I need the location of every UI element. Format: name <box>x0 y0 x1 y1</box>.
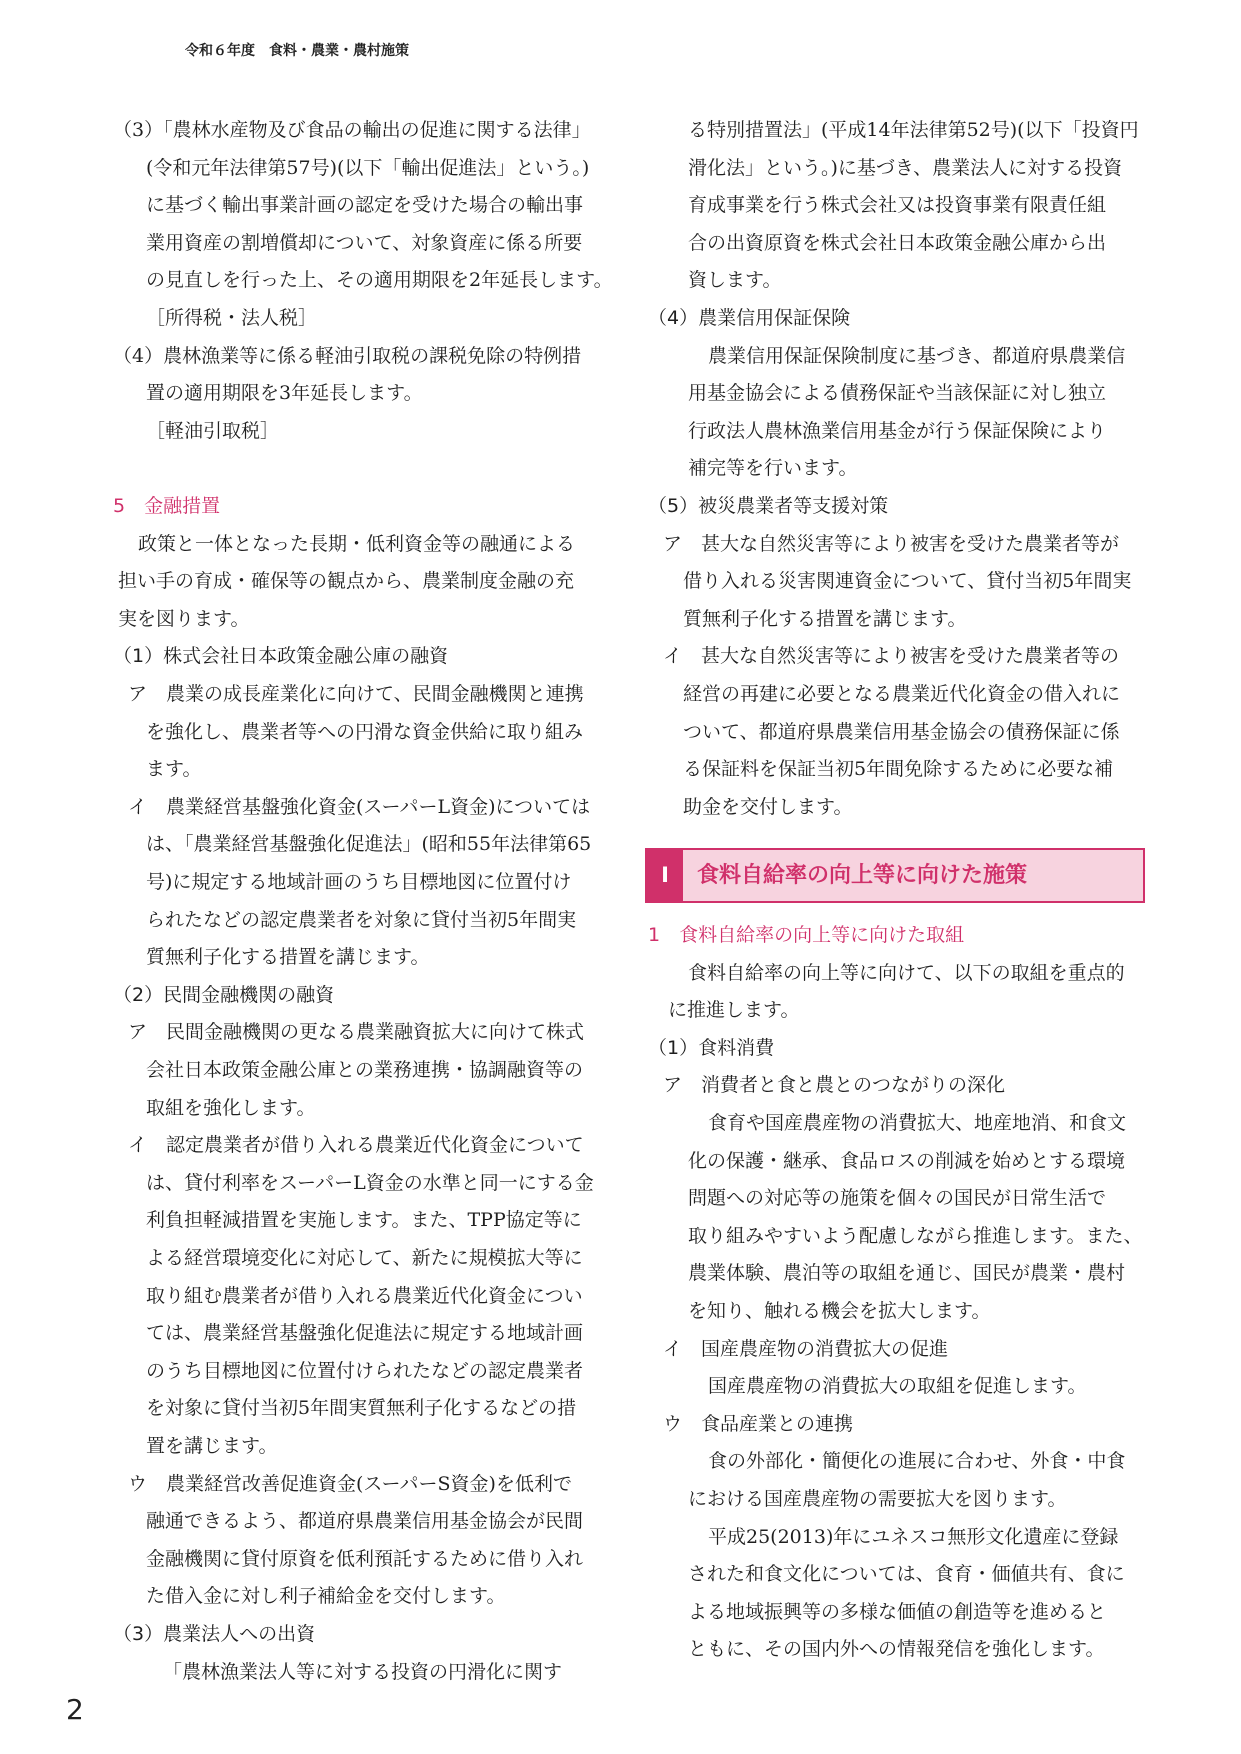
text-line: された和食文化については、食育・価値共有、食に <box>688 1563 1125 1586</box>
text-line: 育成事業を行う株式会社又は投資事業有限責任組 <box>688 194 1107 217</box>
text-line: イ 甚大な自然災害等により被害を受けた農業者等の <box>663 645 1120 668</box>
section-title: 食料自給率の向上等に向けた施策 <box>697 863 1028 888</box>
text-line: 質無利子化する措置を講じます。 <box>683 607 967 630</box>
text-line: 平成25(2013)年にユネスコ無形文化遺産に登録 <box>708 1525 1119 1548</box>
text-line: 取組を強化します。 <box>146 1096 316 1119</box>
text-line: 資します。 <box>688 269 782 292</box>
text-line: 食育や国産農産物の消費拡大、地産地消、和食文 <box>708 1112 1127 1134</box>
text-line: 食の外部化・簡便化の進展に合わせ、外食・中食 <box>708 1450 1126 1473</box>
text-line: 5 金融措置 <box>113 495 221 517</box>
text-line: 1 食料自給率の向上等に向けた取組 <box>648 924 965 946</box>
text-line: 農業信用保証保険制度に基づき、都道府県農業信 <box>708 344 1126 367</box>
text-line: 置を講じます。 <box>146 1435 278 1457</box>
text-line: 実を図ります。 <box>118 607 250 630</box>
text-line: 農業体験、農泊等の取組を通じ、国民が農業・農村 <box>688 1262 1126 1285</box>
text-line: 置の適用期限を3年延長します。 <box>146 382 423 405</box>
text-line: よる経営環境変化に対応して、新たに規模拡大等に <box>146 1247 583 1269</box>
text-line: よる地域振興等の多様な価値の創造等を進めると <box>688 1600 1107 1623</box>
text-line: 行政法人農林漁業信用基金が行う保証保険により <box>688 419 1107 442</box>
text-line: 化の保護・継承、食品ロスの削減を始めとする環境 <box>688 1149 1126 1172</box>
text-line: を強化し、農業者等への円滑な資金供給に取り組み <box>146 720 584 743</box>
text-line: ［所得税・法人税］ <box>146 307 318 329</box>
text-line: 担い手の育成・確保等の観点から、農業制度金融の充 <box>118 570 575 593</box>
text-line: イ 認定農業者が借り入れる農業近代化資金について <box>128 1134 584 1157</box>
text-line: (令和元年法律第57号)(以下「輸出促進法」という。) <box>146 156 590 179</box>
text-line: イ 農業経営基盤強化資金(スーパーL資金)については <box>128 795 591 818</box>
text-line: （3）「農林水産物及び食品の輸出の促進に関する法律」 <box>113 119 591 141</box>
text-line: ア 農業の成長産業化に向けて、民間金融機関と連携 <box>128 683 584 705</box>
text-line: は、「農業経営基盤強化促進法」(昭和55年法律第65 <box>146 833 592 856</box>
text-line: た借入金に対し利子補給金を交付します。 <box>146 1585 506 1608</box>
text-line: に推進します。 <box>668 999 800 1022</box>
text-line: は、貸付利率をスーパーL資金の水準と同一にする金 <box>146 1171 594 1194</box>
text-line: 用基金協会による債務保証や当該保証に対し独立 <box>688 382 1107 405</box>
text-line: を対象に貸付当初5年間実質無利子化するなどの措 <box>146 1397 577 1420</box>
text-line: 業用資産の割増償却について、対象資産に係る所要 <box>146 231 583 254</box>
text-line: ともに、その国内外への情報発信を強化します。 <box>688 1638 1105 1661</box>
text-line: 借り入れる災害関連資金について、貸付当初5年間実 <box>683 570 1132 593</box>
text-line: ウ 食品産業との連携 <box>663 1412 854 1435</box>
text-line: （1）食料消費 <box>648 1036 775 1059</box>
section-heading-box <box>645 848 1145 903</box>
text-line: る保証料を保証当初5年間免除するために必要な補 <box>683 758 1114 781</box>
section-number: Ⅰ <box>647 850 683 901</box>
text-line: ア 民間金融機関の更なる農業融資拡大に向けて株式 <box>128 1021 585 1044</box>
text-line: る特別措置法」(平成14年法律第52号)(以下「投資円 <box>688 119 1139 141</box>
text-line: に基づく輸出事業計画の認定を受けた場合の輸出事 <box>146 194 584 217</box>
text-line: （5）被災農業者等支援対策 <box>648 495 889 517</box>
page-number: 2 <box>66 1693 84 1726</box>
text-line: ては、農業経営基盤強化促進法に規定する地域計画 <box>146 1322 584 1345</box>
text-line: イ 国産農産物の消費拡大の促進 <box>663 1337 949 1360</box>
text-line: ［軽油引取税］ <box>146 419 280 442</box>
text-line: 「農林漁業法人等に対する投資の円滑化に関す <box>163 1660 563 1683</box>
text-line: 会社日本政策金融公庫との業務連携・協調融資等の <box>146 1059 584 1081</box>
text-line: 政策と一体となった長期・低利資金等の融通による <box>138 532 576 555</box>
text-line: 融通できるよう、都道府県農業信用基金協会が民間 <box>146 1510 584 1533</box>
text-line: 滑化法」という。)に基づき、農業法人に対する投資 <box>688 156 1123 179</box>
text-line: 取り組む農業者が借り入れる農業近代化資金につい <box>146 1284 583 1307</box>
text-line: 補完等を行います。 <box>688 457 858 480</box>
text-line: 問題への対応等の施策を個々の国民が日常生活で <box>688 1187 1107 1210</box>
text-line: 経営の再建に必要となる農業近代化資金の借入れに <box>683 683 1121 705</box>
text-line: 利負担軽減措置を実施します。また、TPP協定等に <box>146 1209 582 1232</box>
text-line: ア 甚大な自然災害等により被害を受けた農業者等が <box>663 532 1120 555</box>
text-line: られたなどの認定農業者を対象に貸付当初5年間実 <box>146 908 577 931</box>
text-line: ます。 <box>146 758 202 781</box>
text-line: （1）株式会社日本政策金融公庫の融資 <box>113 645 449 668</box>
text-line: の見直しを行った上、その適用期限を2年延長します。 <box>146 269 613 292</box>
text-line: のうち目標地図に位置付けられたなどの認定農業者 <box>146 1359 584 1382</box>
text-line: （3）農業法人への出資 <box>113 1623 316 1645</box>
text-line: （4）農林漁業等に係る軽油引取税の課税免除の特例措 <box>113 344 582 367</box>
running-header: 令和６年度 食料・農業・農村施策 <box>185 43 409 59</box>
text-line: 号)に規定する地域計画のうち目標地図に位置付け <box>146 871 572 893</box>
text-line: 食料自給率の向上等に向けて、以下の取組を重点的 <box>688 961 1125 984</box>
text-line: 質無利子化する措置を講じます。 <box>146 946 430 969</box>
text-line: ア 消費者と食と農とのつながりの深化 <box>663 1074 1006 1097</box>
text-line: 取り組みやすいよう配慮しながら推進します。また、 <box>688 1224 1143 1247</box>
text-line: 合の出資原資を株式会社日本政策金融公庫から出 <box>688 231 1107 254</box>
text-line: ウ 農業経営改善促進資金(スーパーS資金)を低利で <box>128 1472 572 1495</box>
text-line: における国産農産物の需要拡大を図ります。 <box>688 1488 1067 1510</box>
text-line: を知り、触れる機会を拡大します。 <box>688 1300 991 1322</box>
text-line: （4）農業信用保証保険 <box>648 307 851 329</box>
text-line: 金融機関に貸付原資を低利預託するために借り入れ <box>146 1547 584 1570</box>
text-line: 助金を交付します。 <box>683 795 853 818</box>
text-line: 国産農産物の消費拡大の取組を促進します。 <box>708 1375 1087 1398</box>
text-line: ついて、都道府県農業信用基金協会の債務保証に係 <box>683 720 1120 743</box>
text-line: （2）民間金融機関の融資 <box>113 983 335 1006</box>
